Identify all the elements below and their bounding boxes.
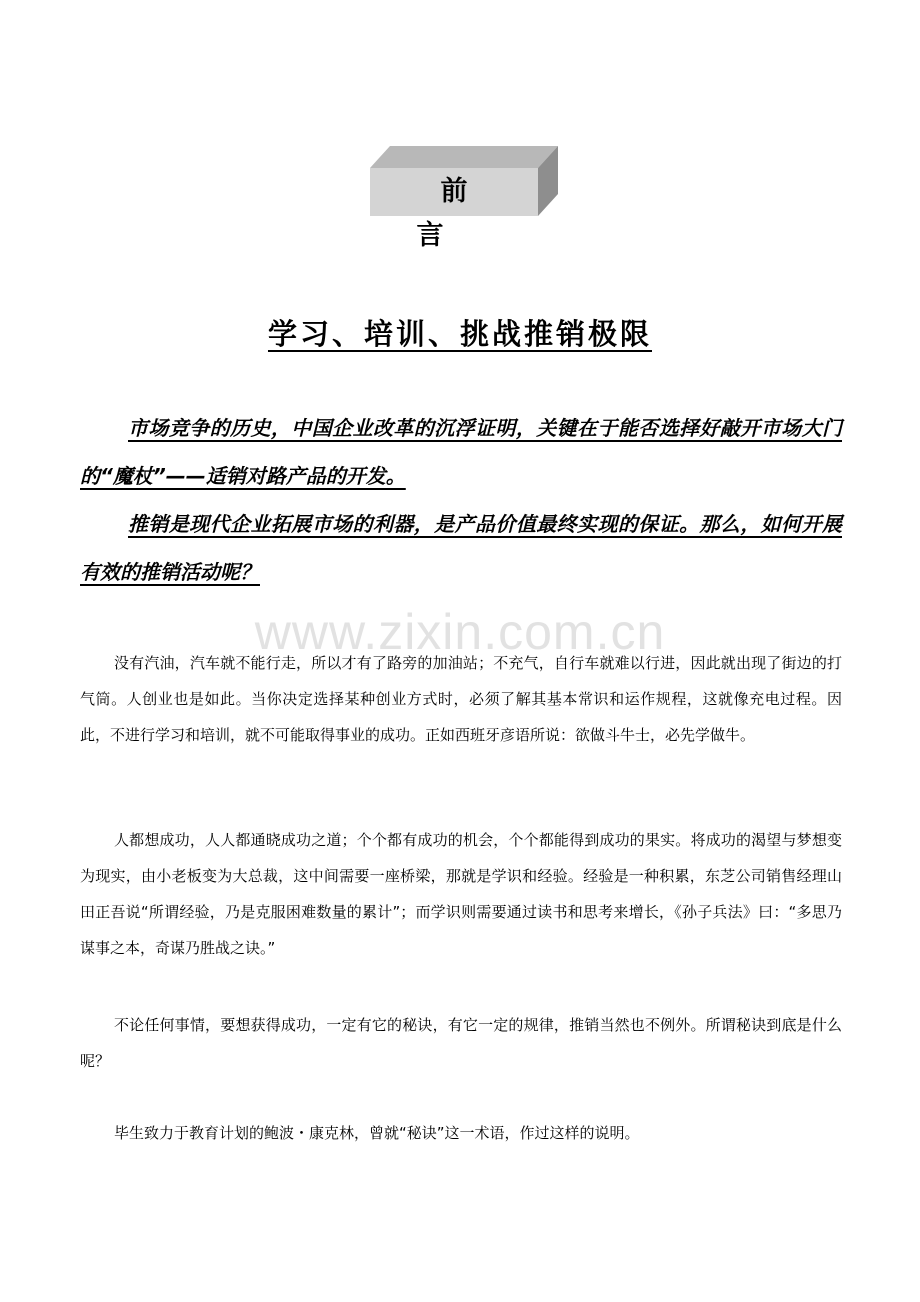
intro-text: 市场竞争的历史，中国企业改革的沉浮证明，关键在于能否选择好敲开市场大门的“魔杖”——适销对路产品的开发。 <box>80 416 842 488</box>
intro-text: 推销是现代企业拓展市场的利器，是产品价值最终实现的保证。那么，如何开展有效的推销活动呢？ <box>80 512 842 584</box>
main-title <box>0 312 920 353</box>
intro-paragraph <box>80 404 842 500</box>
preface-header-box <box>370 146 558 251</box>
body-paragraph: 人都想成功，人人都通晓成功之道；个个都有成功的机会，个个都能得到成功的果实。将成功的渴望与梦想变为现实，由小老板变为大总裁，这中间需要一座桥梁，那就是学识和经验。经验是一种积累，东芝公司销售经理山田正吾说“所谓经验，乃是克服困难数量的累计”；而学识则需要通过读书和思考来增长，《孙子兵法》曰：“多思乃谋事之本，奇谋乃胜战之诀。” <box>80 831 842 957</box>
body-paragraph: 不论任何事情，要想获得成功，一定有它的秘诀，有它一定的规律，推销当然也不例外。所谓秘诀到底是什么呢？ <box>80 1016 842 1070</box>
intro-paragraph <box>80 500 842 596</box>
main-title-text: 学习、培训、挑战推销极限 <box>267 317 652 351</box>
body-paragraph: 毕生致力于教育计划的鲍波・康克林，曾就“秘诀”这一术语，作过这样的说明。 <box>114 1124 640 1142</box>
body-paragraph: 没有汽油，汽车就不能行走，所以才有了路旁的加油站；不充气，自行车就难以行进，因此就出现了街边的打气筒。人创业也是如此。当你决定选择某种创业方式时，必须了解其基本常识和运作规程，这就像充电过程。因此，不进行学习和培训，就不可能取得事业的成功。正如西班牙彦语所说：欲做斗牛士，必先学做牛。 <box>80 654 842 744</box>
watermark: www.zixin.com.cn <box>254 604 666 660</box>
preface-heading: 前言 <box>416 176 516 251</box>
